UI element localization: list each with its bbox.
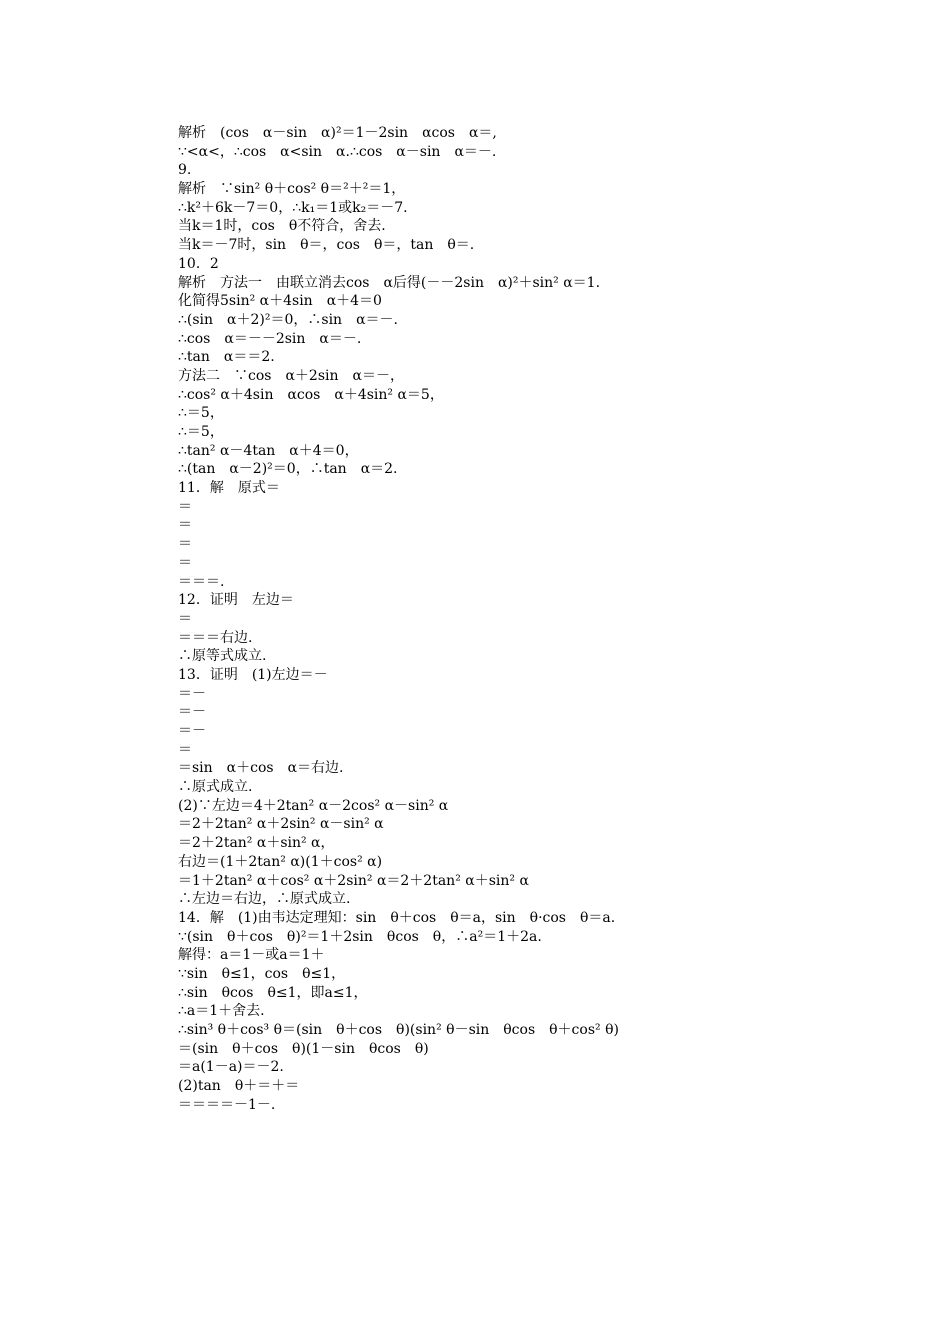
text-line: ＝sin α＋cos α＝右边.: [178, 760, 344, 777]
text-line: 13．证明 (1)左边＝－: [178, 666, 328, 683]
text-line: ＝2＋2tan² α＋2sin² α－sin² α: [178, 816, 384, 833]
text-line: ＝(sin θ＋cos θ)(1－sin θcos θ): [178, 1040, 429, 1057]
text-line: ＝＝＝＝－1－.: [178, 1096, 276, 1113]
text-line: 10．2: [178, 255, 219, 272]
text-line: 12．证明 左边＝: [178, 592, 294, 609]
text-line: ＝＝＝右边.: [178, 629, 253, 646]
text-line: ∴tan² α－4tan α＋4＝0，: [178, 442, 359, 459]
text-line: 解析 (cos α－sin α)²＝1－2sin αcos α＝,: [178, 125, 497, 141]
text-line: ∴原式成立.: [178, 779, 253, 796]
text-line: ∴＝5，: [178, 405, 224, 422]
text-line: (2)tan θ＋＝＋＝: [178, 1078, 300, 1095]
text-line: 解析 ∵sin² θ＋cos² θ＝²＋²＝1，: [178, 181, 406, 198]
text-line: ∴sin³ θ＋cos³ θ＝(sin θ＋cos θ)(sin² θ－sin θcos θ＋cos² θ): [178, 1022, 619, 1038]
text-line: ∵sin θ≤1，cos θ≤1，: [178, 965, 346, 982]
text-line: ＝: [178, 498, 192, 515]
text-line: ＝: [178, 536, 192, 553]
text-line: ＝－: [178, 704, 206, 721]
text-line: ∴cos² α＋4sin αcos α＋4sin² α＝5，: [178, 386, 444, 403]
text-line: 方法二 ∵cos α＋2sin α＝－，: [178, 367, 404, 384]
text-line: ∴cos α＝－－2sin α＝－.: [178, 330, 362, 347]
text-line: ＝a(1－a)＝－2.: [178, 1059, 284, 1076]
text-line: ＝: [178, 517, 192, 534]
text-line: 解析 方法一 由联立消去cos α后得(－－2sin α)²＋sin² α＝1.: [178, 274, 601, 291]
text-line: ∴a＝1＋舍去.: [178, 1003, 265, 1020]
text-line: ∴(sin α＋2)²＝0，∴sin α＝－.: [178, 311, 398, 328]
text-line: ∴＝5，: [178, 424, 224, 440]
text-line: ∴sin θcos θ≤1，即a≤1，: [178, 984, 368, 1001]
text-line: ＝－: [178, 685, 206, 702]
text-line: ∴(tan α－2)²＝0，∴tan α＝2.: [178, 461, 398, 478]
text-line: ∴tan α＝＝2.: [178, 349, 275, 366]
text-line: ∵(sin θ＋cos θ)²＝1＋2sin θcos θ，∴a²＝1＋2a.: [178, 928, 542, 945]
text-line: 9.: [178, 162, 192, 179]
text-line: ∴左边＝右边，∴原式成立.: [178, 891, 351, 908]
text-line: ＝＝＝.: [178, 573, 225, 590]
text-line: ＝－: [178, 723, 206, 739]
text-line: ＝2＋2tan² α＋sin² α，: [178, 835, 335, 852]
text-line: (2)∵左边＝4＋2tan² α－2cos² α－sin² α: [178, 797, 449, 814]
text-line: 当k＝－7时，sin θ＝，cos θ＝，tan θ＝.: [178, 237, 475, 254]
text-line: 化简得5sin² α＋4sin α＋4＝0: [178, 293, 382, 310]
text-line: ＝1＋2tan² α＋cos² α＋2sin² α＝2＋2tan² α＋sin² α: [178, 872, 529, 889]
text-line: ＝: [178, 741, 192, 758]
text-line: 14．解 (1)由韦达定理知：sin θ＋cos θ＝a，sin θ·cos θ＝a.: [178, 909, 616, 926]
text-line: ＝: [178, 610, 192, 627]
text-line: 解得：a＝1－或a＝1＋: [178, 947, 325, 964]
text-line: 右边＝(1＋2tan² α)(1＋cos² α): [178, 853, 383, 870]
text-line: ＝: [178, 554, 192, 571]
text-line: ∴k²＋6k－7＝0，∴k₁＝1或k₂＝－7.: [178, 199, 408, 216]
text-line: 当k＝1时，cos θ不符合，舍去.: [178, 218, 386, 235]
text-line: ∴原等式成立.: [178, 648, 267, 665]
document-body: [178, 124, 798, 1114]
text-line: 11．解 原式＝: [178, 480, 280, 497]
text-line: ∵<α<，∴cos α<sin α.∴cos α－sin α＝－.: [178, 143, 497, 160]
